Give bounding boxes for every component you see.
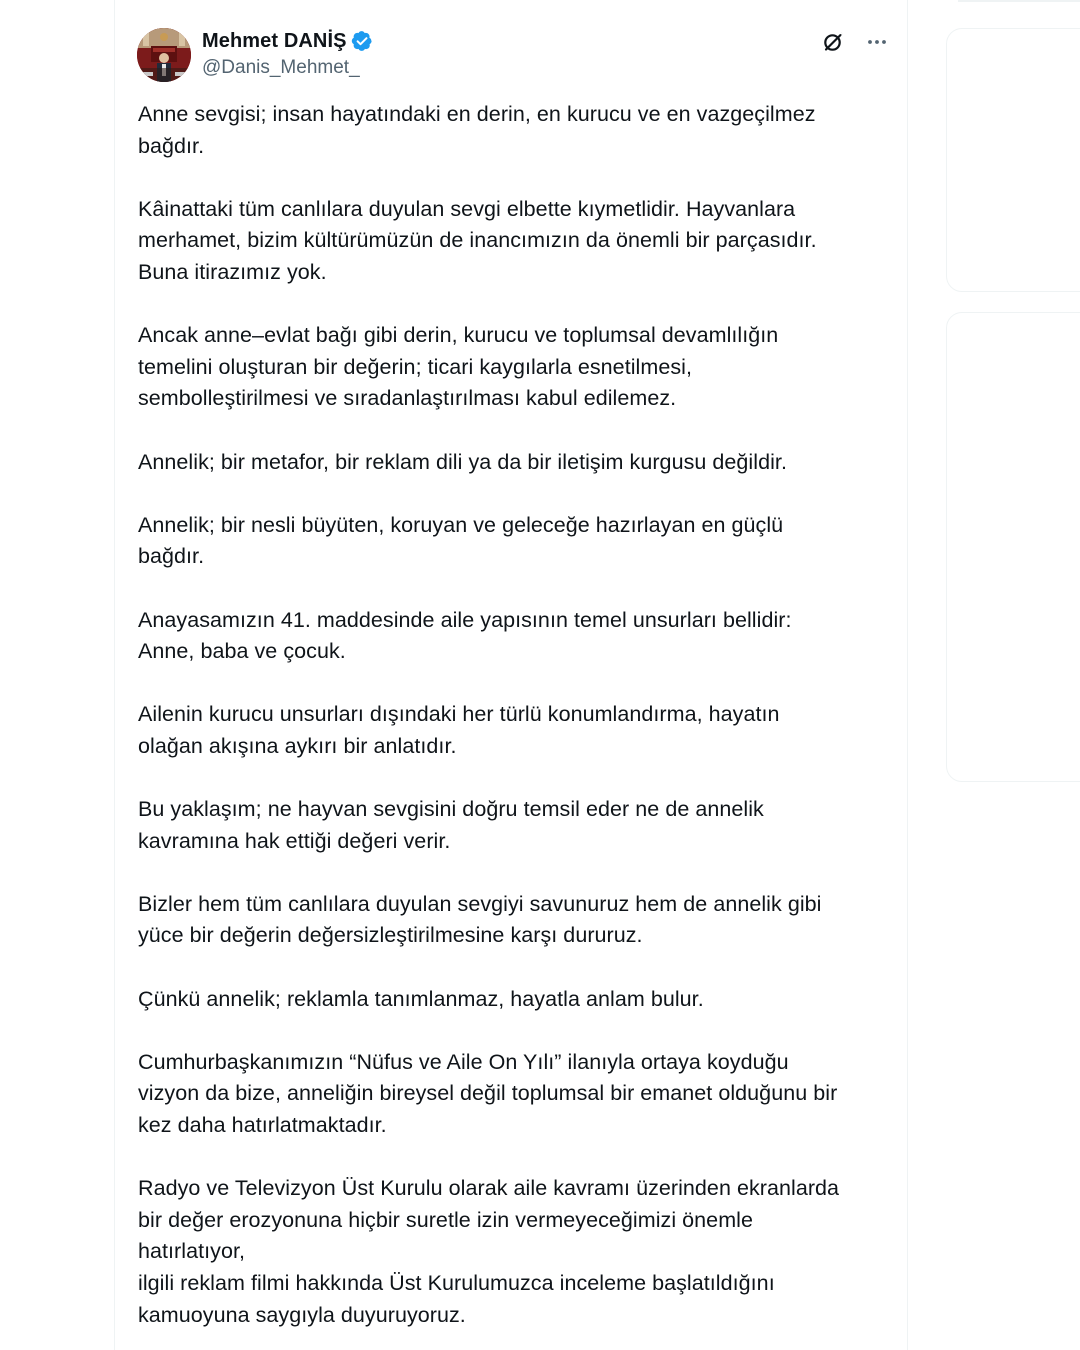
tweet-paragraph: Radyo ve Televizyon Üst Kurulu olarak aile kavramı üzerinden ekranlarda bir değer erozyonuna hiçbir suretle izin vermeyeceğimizi önemle hatırlatıyor, ilgili reklam filmi hakkında Üst Kurulumuzca inceleme başlatıldığını kamuoyuna saygıyla duyuruyoruz. bbox=[138, 1176, 840, 1327]
paragraph-spacer bbox=[138, 1015, 898, 1047]
paragraph-spacer bbox=[138, 162, 898, 194]
header-actions bbox=[821, 30, 889, 54]
sidebar-card bbox=[946, 28, 1080, 292]
more-options-icon[interactable] bbox=[865, 30, 889, 54]
tweet-paragraph: Çünkü annelik; reklamla tanımlanmaz, hayatla anlam bulur. bbox=[138, 986, 704, 1011]
tweet-paragraph: Ancak anne–evlat bağı gibi derin, kurucu ve toplumsal devamlılığın temelini oluşturan bir değerin; ticari kaygılarla esnetilmesi, sembolleştirilmesi ve sıradanlaştırılması kabul edilemez. bbox=[138, 323, 779, 411]
tweet-paragraph: Anne sevgisi; insan hayatındaki en derin, en kurucu ve en vazgeçilmez bağdır. bbox=[138, 102, 816, 158]
tweet-paragraph: Bu yaklaşım; ne hayvan sevgisini doğru temsil eder ne de annelik kavramına hak ettiği değeri verir. bbox=[138, 797, 764, 853]
paragraph-spacer bbox=[138, 415, 898, 447]
tweet-paragraph: Kâinattaki tüm canlılara duyulan sevgi elbette kıymetlidir. Hayvanlara merhamet, bizim kültürümüzün de inancımızın da önemli bir parçasıdır. Buna itirazımız yok. bbox=[138, 196, 817, 284]
paragraph-spacer bbox=[138, 289, 898, 321]
sidebar-divider bbox=[958, 0, 1080, 2]
paragraph-spacer bbox=[138, 668, 898, 700]
author-info bbox=[202, 28, 373, 81]
paragraph-spacer bbox=[138, 1142, 898, 1174]
display-name-row bbox=[202, 28, 373, 54]
avatar-image bbox=[137, 28, 191, 82]
tweet-header bbox=[137, 26, 889, 84]
sidebar-card bbox=[946, 312, 1080, 782]
tweet-text bbox=[138, 99, 898, 1331]
paragraph-spacer bbox=[138, 573, 898, 605]
tweet-paragraph: Cumhurbaşkanımızın “Nüfus ve Aile On Yılı” ilanıyla ortaya koyduğu vizyon da bize, anneliğin bireysel değil toplumsal bir emanet olduğunu bir kez daha hatırlatmaktadır. bbox=[138, 1049, 838, 1137]
paragraph-spacer bbox=[138, 478, 898, 510]
handle[interactable]: @Danis_Mehmet_ bbox=[202, 57, 360, 78]
paragraph-spacer bbox=[138, 952, 898, 984]
tweet-paragraph: Annelik; bir metafor, bir reklam dili ya da bir iletişim kurgusu değildir. bbox=[138, 449, 787, 474]
tweet-paragraph: Annelik; bir nesli büyüten, koruyan ve geleceğe hazırlayan en güçlü bağdır. bbox=[138, 512, 784, 569]
tweet-paragraph: Anayasamızın 41. maddesinde aile yapısının temel unsurları bellidir: Anne, baba ve çocuk. bbox=[138, 607, 792, 664]
verified-badge-icon[interactable] bbox=[351, 30, 373, 52]
grok-icon[interactable] bbox=[821, 30, 845, 54]
display-name[interactable]: Mehmet DANİŞ bbox=[202, 29, 347, 52]
tweet-paragraph: Bizler hem tüm canlılara duyulan sevgiyi savunuruz hem de annelik gibi yüce bir değerin değersizleştirilmesine karşı dururuz. bbox=[138, 891, 822, 948]
tweet-paragraph: Ailenin kurucu unsurları dışındaki her türlü konumlandırma, hayatın olağan akışına aykırı bir anlatıdır. bbox=[138, 702, 780, 758]
paragraph-spacer bbox=[138, 762, 898, 794]
paragraph-spacer bbox=[138, 857, 898, 889]
avatar[interactable] bbox=[137, 28, 191, 82]
